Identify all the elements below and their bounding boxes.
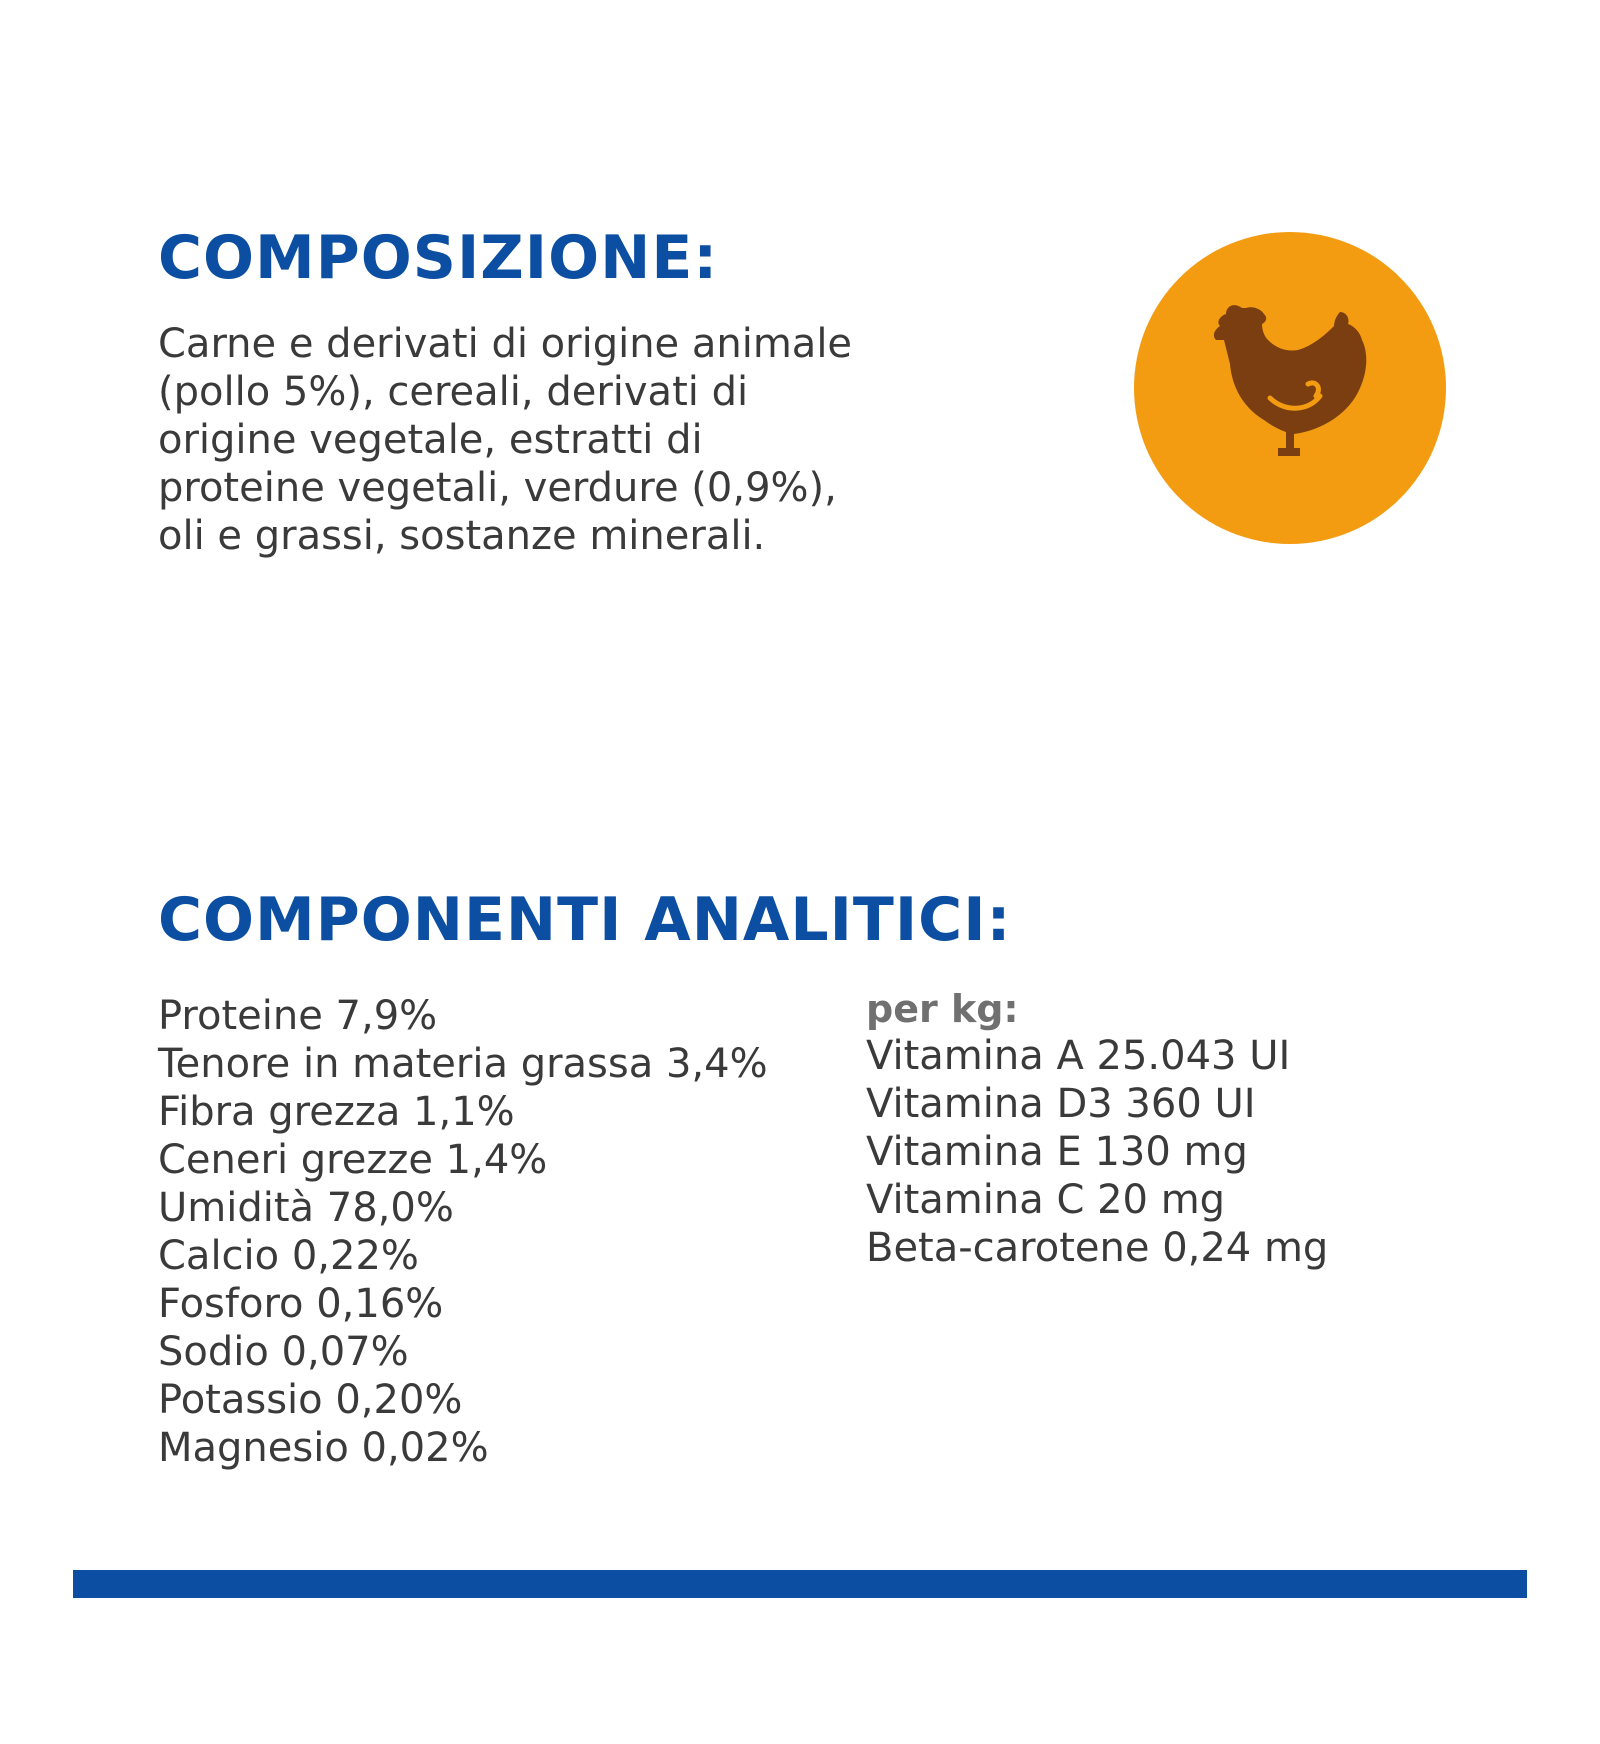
list-item: Calcio 0,22% [158, 1233, 419, 1279]
analytics-list [158, 992, 768, 1472]
list-item: Umidità 78,0% [158, 1185, 454, 1231]
list-item: Tenore in materia grassa 3,4% [158, 1041, 768, 1087]
per-kg-label: per kg: [866, 987, 1019, 1031]
vitamins-section [866, 986, 1328, 1272]
list-item: Sodio 0,07% [158, 1329, 409, 1375]
list-item: Vitamina E 130 mg [866, 1129, 1248, 1175]
vitamin-list [866, 1032, 1328, 1272]
composition-heading: COMPOSIZIONE: [158, 223, 719, 293]
bottom-divider-bar [73, 1570, 1527, 1598]
list-item: Vitamina C 20 mg [866, 1177, 1226, 1223]
list-item: Fibra grezza 1,1% [158, 1089, 515, 1135]
composition-line: Carne e derivati di origine animale [158, 321, 853, 367]
composition-line: proteine vegetali, verdure (0,9%), [158, 465, 837, 511]
list-item: Fosforo 0,16% [158, 1281, 444, 1327]
composition-line: oli e grassi, sostanze minerali. [158, 513, 766, 559]
chicken-icon [1204, 296, 1374, 476]
list-item: Potassio 0,20% [158, 1377, 463, 1423]
list-item: Proteine 7,9% [158, 993, 438, 1039]
list-item: Magnesio 0,02% [158, 1425, 489, 1471]
list-item: Ceneri grezze 1,4% [158, 1137, 548, 1183]
list-item: Vitamina A 25.043 UI [866, 1033, 1291, 1079]
chicken-badge [1134, 232, 1446, 544]
composition-text [158, 320, 998, 560]
analytics-heading: COMPONENTI ANALITICI: [158, 885, 1012, 955]
list-item: Beta-carotene 0,24 mg [866, 1225, 1329, 1271]
composition-line: (pollo 5%), cereali, derivati di [158, 369, 749, 415]
list-item: Vitamina D3 360 UI [866, 1081, 1256, 1127]
composition-line: origine vegetale, estratti di [158, 417, 703, 463]
